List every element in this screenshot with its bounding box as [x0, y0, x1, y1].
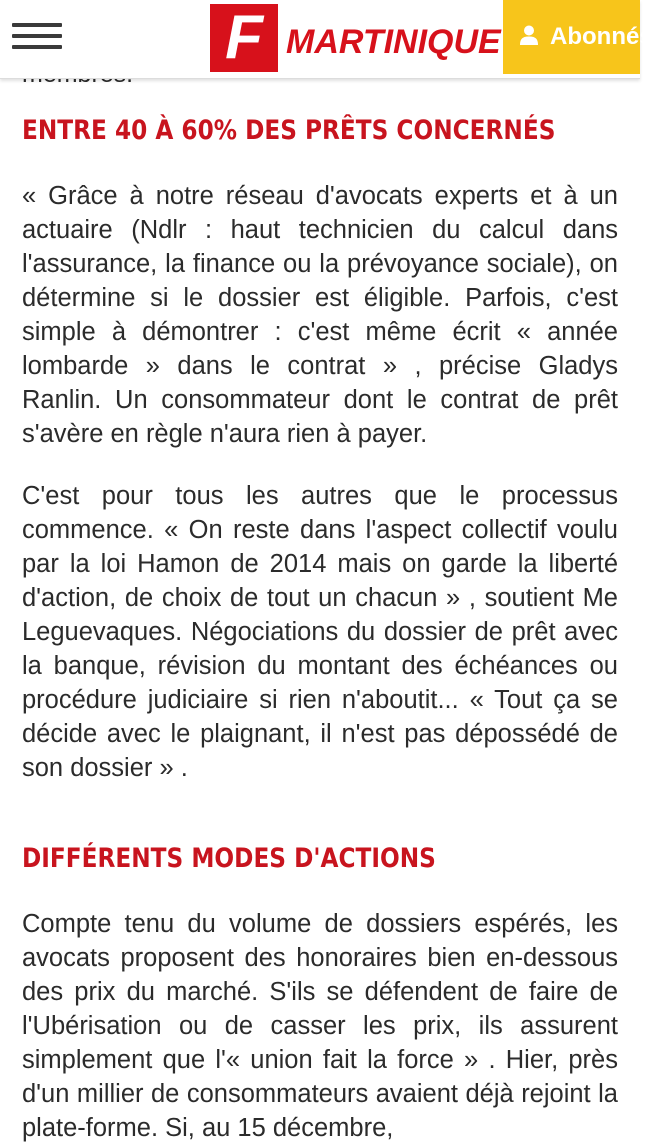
- subscribe-button[interactable]: [503, 0, 653, 74]
- hamburger-menu-icon[interactable]: [10, 19, 66, 53]
- logo-name: MARTINIQUE: [286, 23, 501, 61]
- article-paragraph: Compte tenu du volume de dossiers espérés, les avocats proposent des honoraires bien en-dessous des prix du marché. S'ils se défendent de faire de l'Ubérisation ou de casser les prix, ils assurent simplement que l'« union fait la force » . Hier, près d'un millier de consommateurs avaient déjà rejoint la plate-forme. Si, au 15 décembre,: [22, 910, 618, 1142]
- subscribe-label: Abonnés: [550, 23, 653, 50]
- article-paragraph: C'est pour tous les autres que le processus commence. « On reste dans l'aspect collectif voulu par la loi Hamon de 2014 mais on garde la liberté d'action, de choix de tout un chacun » , soutient Me Leguevaques. Négociations du dossier de prêt avec la banque, révision du montant des échéances ou procédure judiciaire si rien n'aboutit... « Tout ça se décide avec le plaignant, il n'est pas dépossédé de son dossier » .: [22, 482, 618, 782]
- logo-letter: F: [210, 4, 278, 72]
- top-header: [0, 0, 653, 79]
- article-paragraph: « Grâce à notre réseau d'avocats experts et à un actuaire (Ndlr : haut technicien du calcul dans l'assurance, la finance ou la prévoyance sociale), on détermine si le dossier est éligible. Parfois, c'est simple à démontrer : c'est même écrit « année lombarde » dans le contrat » , précise Gladys Ranlin. Un consommateur dont le contrat de prêt s'avère en règle n'aura rien à payer.: [22, 182, 618, 448]
- site-logo[interactable]: [210, 3, 501, 72]
- section-heading-prets: ENTRE 40 À 60% DES PRÊTS CONCERNÉS: [22, 115, 556, 146]
- section-heading-modes: DIFFÉRENTS MODES D'ACTIONS: [22, 843, 436, 874]
- user-icon: [520, 25, 538, 45]
